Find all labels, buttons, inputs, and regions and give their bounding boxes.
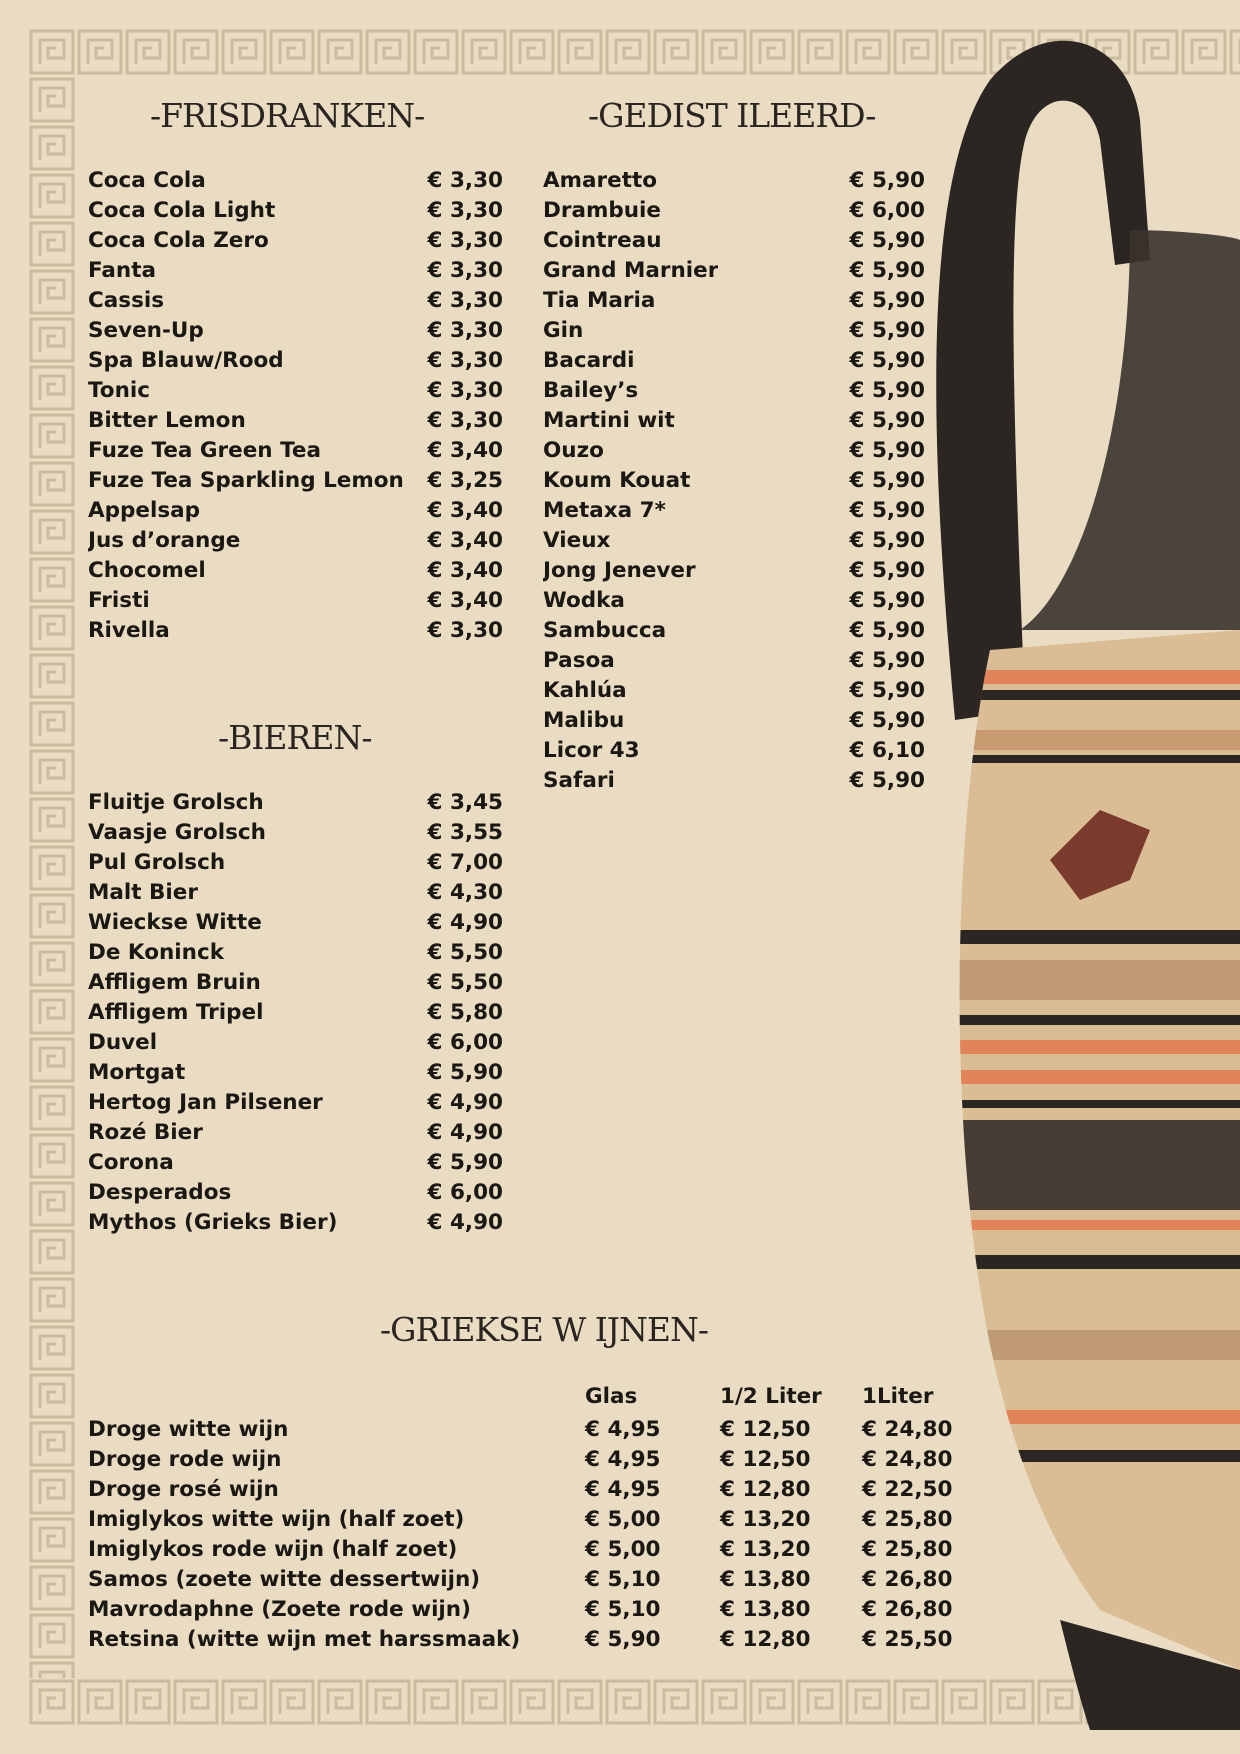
menu-item [543, 676, 925, 706]
menu-item-price: € 5,90 [849, 378, 925, 403]
wine-row [88, 1565, 968, 1595]
menu-item [88, 256, 503, 286]
menu-item-price: € 3,40 [427, 498, 503, 523]
wine-name: Mavrodaphne (Zoete rode wijn) [88, 1597, 471, 1622]
menu-item-name: Wieckse Witte [88, 910, 262, 935]
greek-key-border-left [28, 76, 76, 1678]
menu-item-name: Bitter Lemon [88, 408, 246, 433]
menu-item-name: Metaxa 7* [543, 498, 666, 523]
menu-item-name: Wodka [543, 588, 625, 613]
wine-price-liter: € 24,80 [862, 1447, 953, 1472]
menu-item-name: Tia Maria [543, 288, 656, 313]
menu-item [543, 766, 925, 796]
wine-row [88, 1535, 968, 1565]
menu-item-name: Koum Kouat [543, 468, 691, 493]
menu-item [88, 376, 503, 406]
menu-item-price: € 5,90 [849, 528, 925, 553]
menu-item-name: Malibu [543, 708, 625, 733]
menu-item-price: € 5,90 [849, 468, 925, 493]
wine-column-liter: 1Liter [862, 1384, 934, 1409]
menu-item-price: € 3,30 [427, 168, 503, 193]
menu-item-price: € 4,90 [427, 1210, 503, 1235]
menu-item-name: Bailey’s [543, 378, 639, 403]
menu-item [88, 1148, 503, 1178]
menu-item-price: € 5,90 [849, 228, 925, 253]
menu-item-name: Fanta [88, 258, 157, 283]
menu-item-price: € 5,90 [849, 288, 925, 313]
wine-price-glas: € 4,95 [585, 1447, 661, 1472]
menu-item [88, 788, 503, 818]
wine-name: Imiglykos witte wijn (half zoet) [88, 1507, 465, 1532]
menu-item-name: Corona [88, 1150, 174, 1175]
menu-item [88, 1028, 503, 1058]
menu-item-name: Coca Cola Zero [88, 228, 269, 253]
wine-row [88, 1595, 968, 1625]
wine-column-glas: Glas [585, 1384, 638, 1409]
menu-item-name: Chocomel [88, 558, 206, 583]
menu-item [88, 848, 503, 878]
menu-item-price: € 5,90 [849, 588, 925, 613]
menu-item [88, 1208, 503, 1238]
menu-item-name: Duvel [88, 1030, 158, 1055]
menu-item-price: € 3,45 [427, 790, 503, 815]
menu-item-price: € 3,30 [427, 378, 503, 403]
menu-item-name: Rivella [88, 618, 170, 643]
wine-price-half-liter: € 13,20 [720, 1537, 811, 1562]
menu-item [543, 466, 925, 496]
wine-name: Samos (zoete witte dessertwijn) [88, 1567, 481, 1592]
wine-price-glas: € 5,00 [585, 1507, 661, 1532]
menu-item-price: € 4,90 [427, 910, 503, 935]
wine-row [88, 1445, 968, 1475]
menu-item [88, 166, 503, 196]
menu-item [543, 736, 925, 766]
menu-item-name: Seven-Up [88, 318, 204, 343]
menu-item-price: € 3,30 [427, 348, 503, 373]
wine-name: Droge witte wijn [88, 1417, 289, 1442]
menu-item-name: Malt Bier [88, 880, 198, 905]
wine-price-liter: € 26,80 [862, 1597, 953, 1622]
menu-item-price: € 5,90 [849, 678, 925, 703]
menu-item [88, 818, 503, 848]
menu-item [543, 376, 925, 406]
menu-item-price: € 5,90 [427, 1150, 503, 1175]
menu-item-price: € 5,90 [849, 648, 925, 673]
menu-item-name: Martini wit [543, 408, 675, 433]
wine-price-glas: € 5,00 [585, 1537, 661, 1562]
menu-item [543, 406, 925, 436]
menu-item-name: Mythos (Grieks Bier) [88, 1210, 338, 1235]
menu-item [88, 908, 503, 938]
menu-item [88, 586, 503, 616]
menu-item-name: Kahlúa [543, 678, 627, 703]
menu-item-price: € 5,90 [849, 348, 925, 373]
menu-item-price: € 3,55 [427, 820, 503, 845]
menu-item [543, 196, 925, 226]
menu-item [543, 286, 925, 316]
menu-item [88, 1058, 503, 1088]
menu-item [543, 616, 925, 646]
menu-item [88, 1118, 503, 1148]
menu-item-name: Fristi [88, 588, 150, 613]
section-title-bieren: -BIEREN- [218, 718, 372, 757]
wine-price-glas: € 5,10 [585, 1567, 661, 1592]
wine-price-glas: € 5,90 [585, 1627, 661, 1652]
menu-item [543, 346, 925, 376]
wine-row [88, 1475, 968, 1505]
menu-item-price: € 6,00 [427, 1180, 503, 1205]
menu-item-name: Drambuie [543, 198, 662, 223]
menu-item-name: Coca Cola [88, 168, 206, 193]
menu-item [88, 406, 503, 436]
wine-price-liter: € 22,50 [862, 1477, 953, 1502]
menu-item-price: € 3,30 [427, 288, 503, 313]
menu-item-price: € 5,90 [849, 558, 925, 583]
menu-item-price: € 3,40 [427, 558, 503, 583]
menu-item-name: Bacardi [543, 348, 635, 373]
menu-item-name: Amaretto [543, 168, 658, 193]
bieren-list [88, 788, 503, 1238]
menu-item-name: Pul Grolsch [88, 850, 226, 875]
wine-price-glas: € 5,10 [585, 1597, 661, 1622]
menu-item-price: € 5,90 [849, 168, 925, 193]
menu-item-name: Cassis [88, 288, 165, 313]
menu-item-name: Spa Blauw/Rood [88, 348, 284, 373]
menu-item-price: € 5,50 [427, 970, 503, 995]
menu-item-name: Cointreau [543, 228, 662, 253]
menu-item-price: € 3,30 [427, 258, 503, 283]
menu-item [88, 466, 503, 496]
wine-price-half-liter: € 12,50 [720, 1447, 811, 1472]
wine-price-glas: € 4,95 [585, 1417, 661, 1442]
menu-item [543, 586, 925, 616]
wine-name: Droge rosé wijn [88, 1477, 279, 1502]
menu-item-price: € 3,40 [427, 588, 503, 613]
menu-item-name: Desperados [88, 1180, 232, 1205]
menu-item-price: € 3,25 [427, 468, 503, 493]
menu-item-name: Grand Marnier [543, 258, 719, 283]
menu-item [88, 286, 503, 316]
menu-item-name: Gin [543, 318, 584, 343]
menu-item-name: Appelsap [88, 498, 201, 523]
wine-price-liter: € 25,80 [862, 1537, 953, 1562]
wine-name: Retsina (witte wijn met harssmaak) [88, 1627, 521, 1652]
menu-item-name: Safari [543, 768, 615, 793]
wine-column-half-liter: 1/2 Liter [720, 1384, 822, 1409]
menu-item [88, 196, 503, 226]
greek-amphora-vase-icon [930, 30, 1240, 1730]
menu-item-name: Tonic [88, 378, 151, 403]
wine-price-liter: € 24,80 [862, 1417, 953, 1442]
menu-item-price: € 3,30 [427, 198, 503, 223]
menu-item-name: Hertog Jan Pilsener [88, 1090, 323, 1115]
menu-item-price: € 6,00 [849, 198, 925, 223]
menu-item-name: Fluitje Grolsch [88, 790, 264, 815]
menu-item-price: € 4,90 [427, 1090, 503, 1115]
menu-item-name: Fuze Tea Sparkling Lemon [88, 468, 404, 493]
menu-item-price: € 3,30 [427, 228, 503, 253]
menu-item [543, 256, 925, 286]
menu-item [543, 556, 925, 586]
wine-row [88, 1505, 968, 1535]
menu-item [543, 166, 925, 196]
wine-price-glas: € 4,95 [585, 1477, 661, 1502]
gedistilleerd-list [543, 166, 925, 796]
menu-item [543, 226, 925, 256]
menu-item-price: € 5,90 [849, 408, 925, 433]
menu-item [88, 526, 503, 556]
wine-price-half-liter: € 13,20 [720, 1507, 811, 1532]
wine-price-half-liter: € 12,50 [720, 1417, 811, 1442]
section-title-frisdranken: -FRISDRANKEN- [150, 96, 425, 135]
menu-item-price: € 3,40 [427, 438, 503, 463]
menu-item-name: Vaasje Grolsch [88, 820, 266, 845]
menu-item [543, 436, 925, 466]
wine-price-half-liter: € 13,80 [720, 1597, 811, 1622]
wine-price-half-liter: € 13,80 [720, 1567, 811, 1592]
menu-item-price: € 6,10 [849, 738, 925, 763]
menu-item-price: € 7,00 [427, 850, 503, 875]
menu-item [88, 346, 503, 376]
wine-price-liter: € 25,50 [862, 1627, 953, 1652]
menu-item-name: Vieux [543, 528, 611, 553]
menu-item-price: € 5,90 [849, 768, 925, 793]
menu-item-price: € 4,30 [427, 880, 503, 905]
menu-item [88, 878, 503, 908]
menu-item [543, 706, 925, 736]
wine-row [88, 1625, 968, 1655]
menu-item-price: € 5,90 [849, 618, 925, 643]
menu-item-name: Sambucca [543, 618, 667, 643]
wine-price-liter: € 26,80 [862, 1567, 953, 1592]
menu-item-price: € 5,90 [849, 438, 925, 463]
menu-item [88, 1088, 503, 1118]
menu-item [88, 998, 503, 1028]
menu-item [543, 496, 925, 526]
menu-item-name: Affligem Bruin [88, 970, 261, 995]
menu-item [88, 1178, 503, 1208]
wine-name: Droge rode wijn [88, 1447, 282, 1472]
menu-item [88, 556, 503, 586]
menu-item [543, 646, 925, 676]
menu-item [543, 316, 925, 346]
menu-item [88, 938, 503, 968]
menu-item [88, 968, 503, 998]
wine-price-half-liter: € 12,80 [720, 1477, 811, 1502]
menu-item-price: € 5,90 [849, 318, 925, 343]
wine-price-half-liter: € 12,80 [720, 1627, 811, 1652]
menu-item-price: € 5,50 [427, 940, 503, 965]
menu-item-price: € 3,40 [427, 528, 503, 553]
section-title-gedistilleerd: -GEDIST ILEERD- [588, 96, 876, 135]
section-title-griekse-wijnen: -GRIEKSE W IJNEN- [380, 1310, 708, 1349]
menu-item-price: € 5,90 [427, 1060, 503, 1085]
menu-item [88, 226, 503, 256]
menu-item-name: Pasoa [543, 648, 615, 673]
menu-item-price: € 3,30 [427, 618, 503, 643]
menu-item [88, 496, 503, 526]
menu-item-name: Licor 43 [543, 738, 640, 763]
wijnen-list [88, 1415, 968, 1655]
menu-item-price: € 3,30 [427, 318, 503, 343]
menu-item [88, 616, 503, 646]
menu-item [543, 526, 925, 556]
menu-item-name: Coca Cola Light [88, 198, 276, 223]
menu-item-price: € 3,30 [427, 408, 503, 433]
wine-name: Imiglykos rode wijn (half zoet) [88, 1537, 458, 1562]
menu-item-name: Ouzo [543, 438, 604, 463]
menu-item-price: € 4,90 [427, 1120, 503, 1145]
menu-item-name: Fuze Tea Green Tea [88, 438, 321, 463]
menu-item-name: Affligem Tripel [88, 1000, 264, 1025]
menu-item-name: De Koninck [88, 940, 224, 965]
frisdranken-list [88, 166, 503, 646]
menu-item-name: Mortgat [88, 1060, 186, 1085]
menu-item [88, 436, 503, 466]
menu-item [88, 316, 503, 346]
menu-item-price: € 5,90 [849, 258, 925, 283]
menu-item-price: € 5,80 [427, 1000, 503, 1025]
menu-item-price: € 6,00 [427, 1030, 503, 1055]
menu-item-name: Rozé Bier [88, 1120, 203, 1145]
wine-row [88, 1415, 968, 1445]
menu-item-name: Jong Jenever [543, 558, 696, 583]
menu-item-price: € 5,90 [849, 498, 925, 523]
wine-price-liter: € 25,80 [862, 1507, 953, 1532]
menu-item-price: € 5,90 [849, 708, 925, 733]
menu-item-name: Jus d’orange [88, 528, 241, 553]
